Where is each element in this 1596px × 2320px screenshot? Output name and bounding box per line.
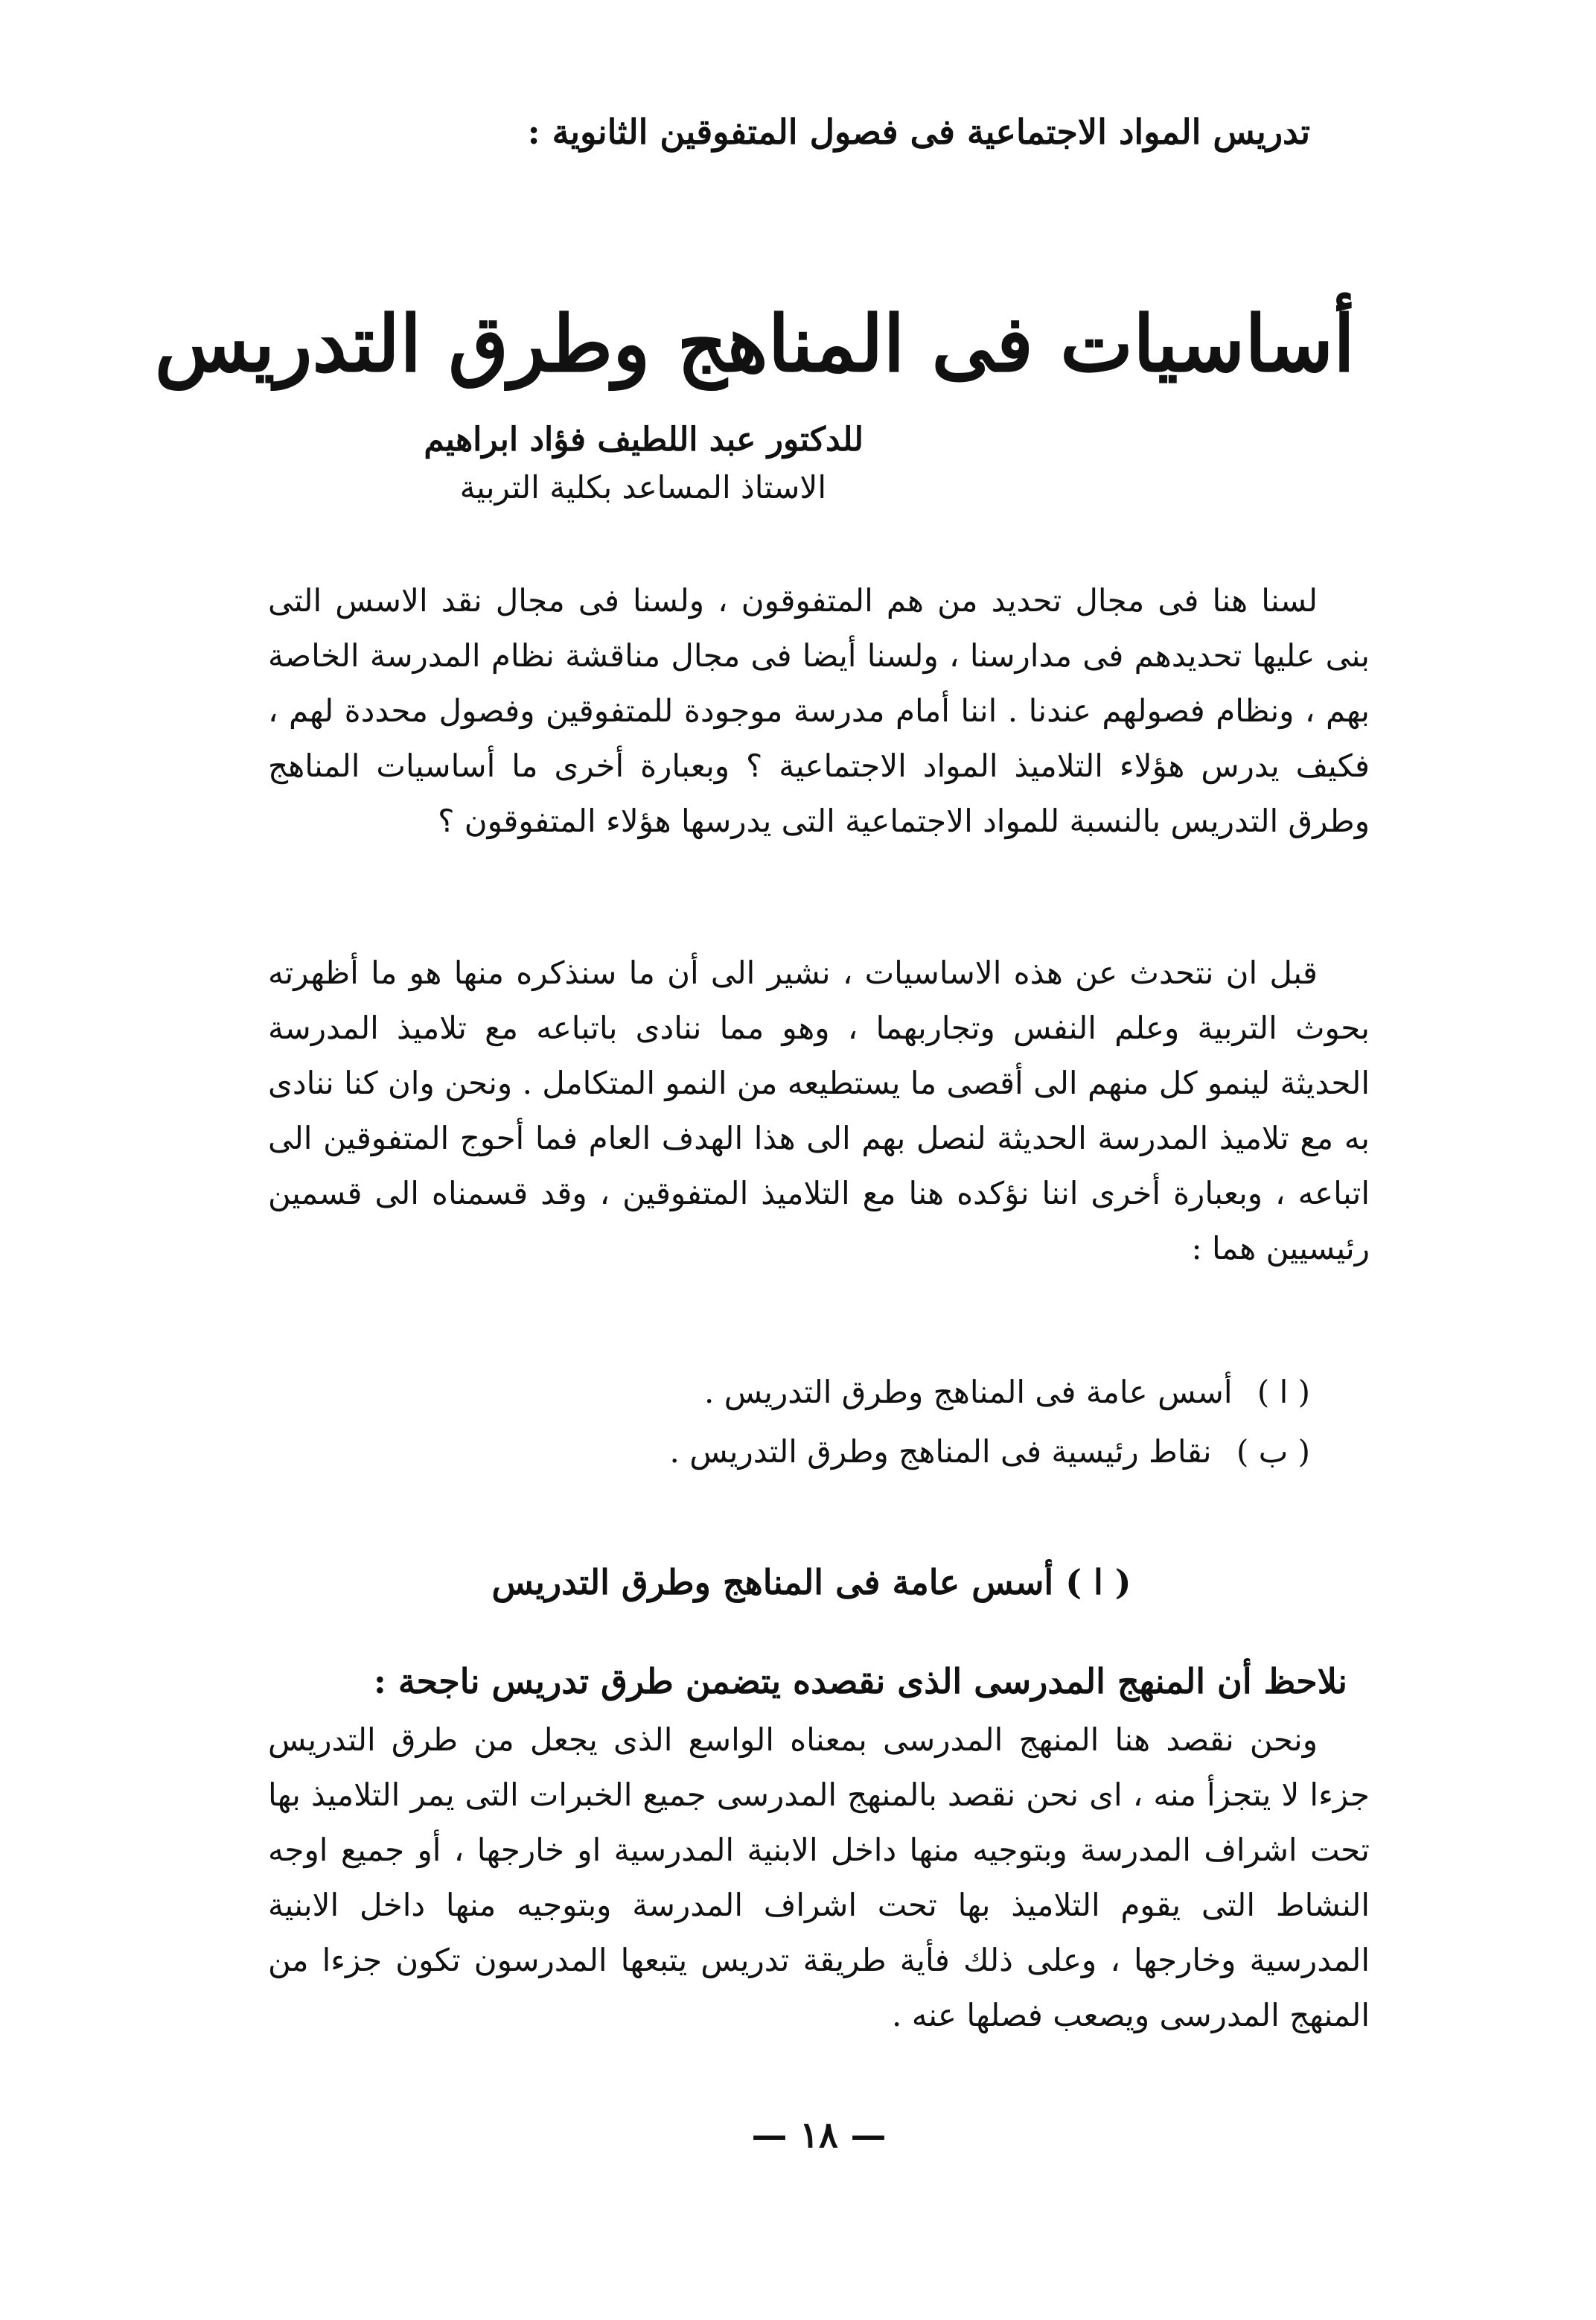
author-title: الاستاذ المساعد بكلية التربية [459,469,826,506]
page-number: — ١٨ — [751,2115,887,2156]
author-name: للدكتور عبد اللطيف فؤاد ابراهيم [424,421,864,459]
running-header: تدريس المواد الاجتماعية فى فصول المتفوقين الثانوية : [527,112,1310,152]
section-list [521,1363,1310,1482]
article-title: أساسيات فى المناهج وطرق التدريس [154,297,1355,389]
list-item [521,1422,1310,1482]
subheading: نلاحظ أن المنهج المدرسى الذى نقصده يتضمن طرق تدريس ناجحة : [373,1661,1347,1701]
list-marker: ( ب ) [1236,1433,1310,1470]
section-heading: ( ا ) أسس عامة فى المناهج وطرق التدريس [491,1562,1131,1603]
paragraph-2: قبل ان نتحدث عن هذه الاساسيات ، نشير الى أن ما سنذكره منها هو ما أظهرته بحوث التربية وعلم النفس وتجاربهما ، وهو مما ننادى باتباعه مع تلاميذ المدرسة الحديثة لينمو كل منهم الى أقصى ما يستطيعه من النمو المتكامل . ونحن وان كنا ننادى به مع تلاميذ المدرسة الحديثة لنصل بهم الى هذا الهدف العام فما أحوج المتفوقين الى اتباعه ، وبعبارة أخرى اننا نؤكده هنا مع التلاميذ المتفوقين ، وقد قسمناه الى قسمين رئيسيين هما : [268,955,1370,1266]
paragraph-3: ونحن نقصد هنا المنهج المدرسى بمعناه الواسع الذى يجعل من طرق التدريس جزءا لا يتجزأ منه ، اى نحن نقصد بالمنهج المدرسى جميع الخبرات التى يمر التلاميذ بها تحت اشراف المدرسة وبتوجيه منها داخل الابنية المدرسية او خارجها ، أو جميع اوجه النشاط التى يقوم التلاميذ بها تحت اشراف المدرسة وبتوجيه منها داخل الابنية المدرسية وخارجها ، وعلى ذلك فأية طريقة تدريس يتبعها المدرسون تكون جزءا من المنهج المدرسى ويصعب فصلها عنه . [268,1721,1370,2033]
author-block [342,421,864,506]
list-item-text: أسس عامة فى المناهج وطرق التدريس . [704,1374,1233,1410]
list-item-text: نقاط رئيسية فى المناهج وطرق التدريس . [669,1433,1212,1470]
paragraph-1: لسنا هنا فى مجال تحديد من هم المتفوقون ، ولسنا فى مجال نقد الاسس التى بنى عليها تحديدهم فى مدارسنا ، ولسنا أيضا فى مجال مناقشة نظام المدرسة الخاصة بهم ، ونظام فصولهم عندنا . اننا أمام مدرسة موجودة للمتفوقين وفصول محددة لهم ، فكيف يدرس هؤلاء التلاميذ المواد الاجتماعية ؟ وبعبارة أخرى ما أساسيات المناهج وطرق التدريس بالنسبة للمواد الاجتماعية التى يدرسها هؤلاء المتفوقون ؟ [268,582,1370,839]
list-item [521,1363,1310,1422]
list-marker: ( ا ) [1257,1374,1310,1410]
